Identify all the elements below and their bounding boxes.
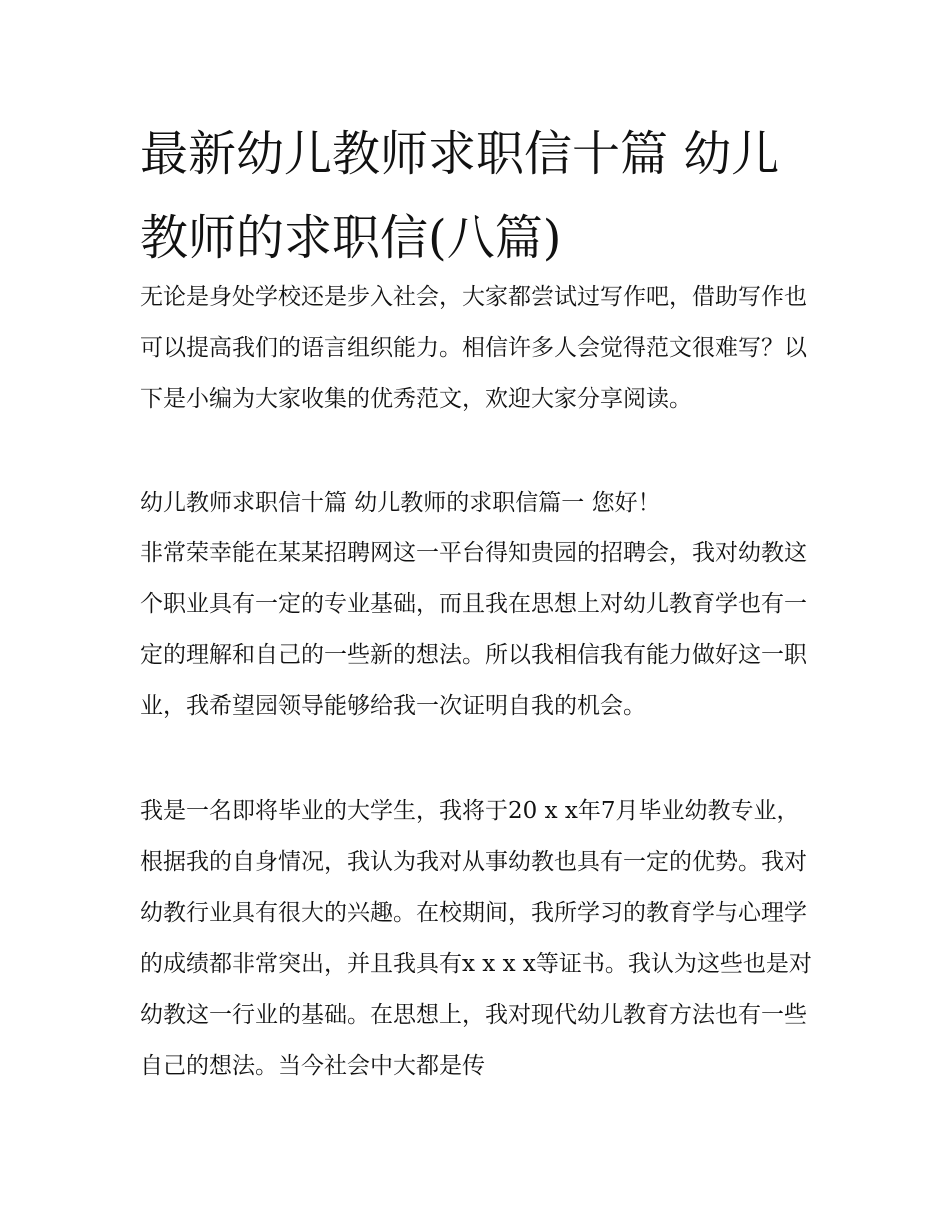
intro-paragraph: 无论是身处学校还是步入社会，大家都尝试过写作吧，借助写作也可以提高我们的语言组织能力。相信许多人会觉得范文很难写？以下是小编为大家收集的优秀范文，欢迎大家分享阅读。: [140, 284, 807, 412]
document-title: 最新幼儿教师求职信十篇 幼儿教师的求职信(八篇): [140, 126, 780, 266]
body-paragraph-2: 我是一名即将毕业的大学生，我将于20 x x年7月毕业幼教专业，根据我的自身情况，我认为我对从事幼教也具有一定的优势。我对幼教行业具有很大的兴趣。在校期间，我所学习的教育学与心理学的成绩都非常突出，并且我具有x x x x等证书。我认为这些也是对幼教这一行业的基础。在思想上，我对现代幼儿教育方法也有一些自己的想法。当今社会中大都是传: [140, 798, 812, 1079]
body-paragraph-1: 非常荣幸能在某某招聘网这一平台得知贵园的招聘会，我对幼教这个职业具有一定的专业基础，而且我在思想上对幼儿教育学也有一定的理解和自己的一些新的想法。所以我相信我有能力做好这一职业，我希望园领导能够给我一次证明自我的机会。: [140, 540, 807, 719]
section-heading: 幼儿教师求职信十篇 幼儿教师的求职信篇一 您好！: [140, 490, 661, 516]
